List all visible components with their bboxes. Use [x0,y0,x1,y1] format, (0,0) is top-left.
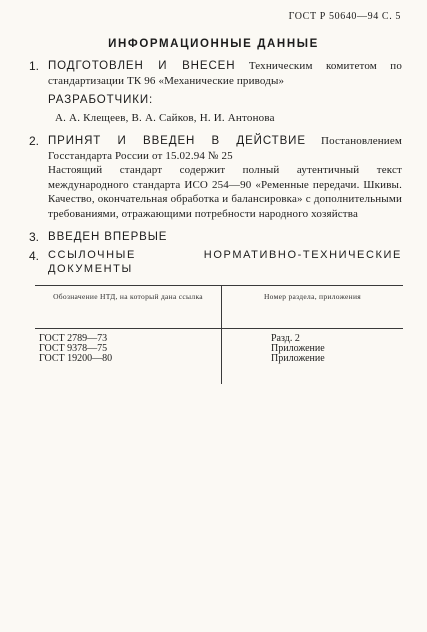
table-column-documents [39,334,112,363]
table-cell: ГОСТ 2789—73 [39,333,108,344]
item-paragraph [48,230,402,245]
table-header-cell: Обозначение НТД, на который дана ссылка [53,292,203,301]
item-number: 3. [29,230,40,244]
item-paragraph [48,59,402,88]
item-extra-text: Настоящий стандарт содержит полный аутентичный текст международного стандарта ИСО 254—90 «Ременные передачи. Шкивы. Качество, окончательная обработка и балансировка» с дополнительными требованиями, отражающими потребности народного хозяйства [48,164,402,220]
item-text: Техническим комитетом по стандартизации ТК 96 «Механические приводы» [48,60,402,87]
item-lead: ССЫЛОЧНЫЕ НОРМАТИВНО-ТЕХНИЧЕСКИЕ ДОКУМЕНТЫ [48,249,402,275]
item-lead: ПРИНЯТ И ВВЕДЕН В ДЕЙСТВИЕ [48,135,306,147]
item-text: Постановлением Госстандарта России от 15.02.94 № 25 [48,135,402,162]
item-number: 4. [29,249,40,263]
running-head: ГОСТ Р 50640—94 С. 5 [288,11,401,22]
table-cell: ГОСТ 9378—75 [39,342,108,354]
developers-names: А. А. Клещеев, В. А. Сайков, Н. И. Антонова [55,112,275,124]
table-cell: Приложение [271,352,325,364]
item-lead: ПОДГОТОВЛЕН И ВНЕСЕН [48,60,236,72]
table-body [35,329,403,385]
table-column-sections [271,334,325,363]
table-cell: ГОСТ 19200—80 [39,352,113,364]
developers-title: РАЗРАБОТЧИКИ: [48,94,154,106]
item-paragraph [48,248,402,276]
reference-table [35,285,403,385]
section-heading: ИНФОРМАЦИОННЫЕ ДАННЫЕ [108,38,319,50]
item-number: 1. [29,59,40,73]
item-paragraph [48,134,402,221]
item-lead: ВВЕДЕН ВПЕРВЫЕ [48,231,168,243]
table-cell: Приложение [271,342,325,354]
table-header-cell: Номер раздела, приложения [263,292,362,301]
table-header-row [35,286,403,329]
item-number: 2. [29,134,40,148]
table-cell: Разд. 2 [271,333,300,344]
